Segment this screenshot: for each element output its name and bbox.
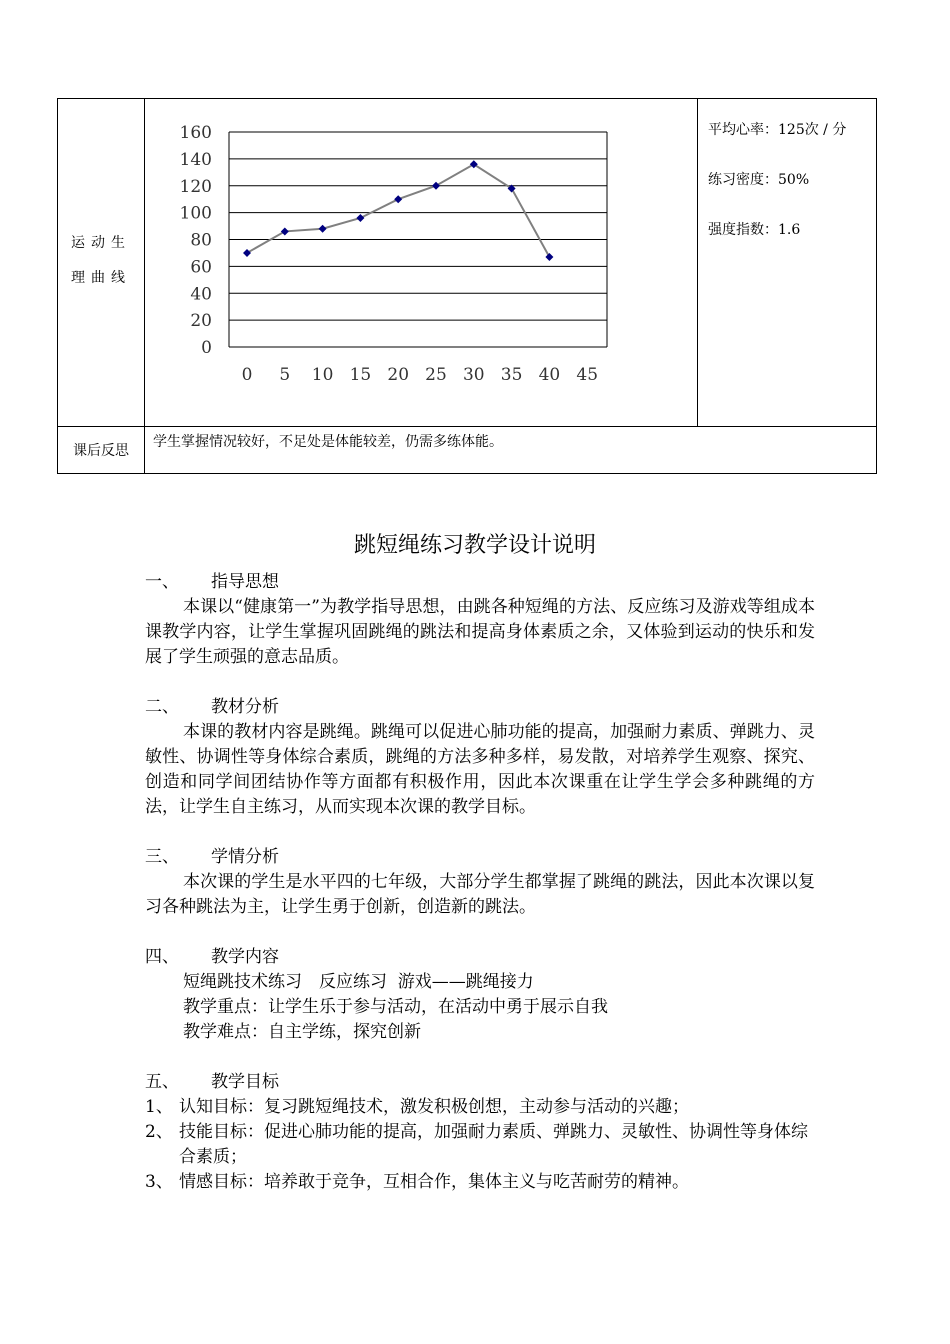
y-tick-label: 120	[179, 176, 212, 197]
heart-rate-chart	[145, 99, 697, 422]
list-text: 情感目标：培养敢于竞争，互相合作，集体主义与吃苦耐劳的精神。	[179, 1172, 689, 1192]
list-number: 2、	[145, 1122, 173, 1142]
x-tick-label: 15	[349, 365, 372, 385]
stats-cell	[698, 99, 877, 427]
list-number: 1、	[145, 1097, 173, 1117]
paragraph: 本课以“健康第一”为教学指导思想，由跳各种短绳的方法、反应练习及游戏等组成本课教学内容，让学生掌握巩固跳绳的跳法和提高身体素质之余，又体验到运动的快乐和发展了学生顽强的意志品质。	[145, 597, 815, 667]
list-number: 3、	[145, 1172, 173, 1192]
list-item	[145, 1095, 815, 1120]
practice-density: 练习密度：50%	[708, 172, 810, 188]
section-number: 一、	[145, 572, 179, 592]
design-document	[145, 528, 815, 1195]
content-line: 教学难点：自主学练，探究创新	[183, 1022, 421, 1042]
paragraph: 本次课的学生是水平四的七年级，大部分学生都掌握了跳绳的跳法，因此本次课以复习各种跳法为主，让学生勇于创新，创造新的跳法。	[145, 872, 815, 917]
section-heading	[145, 1070, 815, 1095]
data-point	[545, 253, 553, 261]
x-tick-label: 30	[462, 365, 485, 385]
content-line: 教学重点：让学生乐于参与活动，在活动中勇于展示自我	[183, 997, 608, 1017]
x-tick-label: 10	[311, 365, 334, 385]
y-tick-label: 40	[190, 284, 212, 305]
section-title: 教学目标	[211, 1072, 279, 1092]
list-text: 技能目标：促进心肺功能的提高，加强耐力素质、弹跳力、灵敏性、协调性等身体综合素质；	[179, 1122, 808, 1167]
data-point	[281, 227, 289, 235]
x-tick-label: 5	[279, 365, 291, 385]
series-line	[247, 164, 549, 257]
data-point	[394, 195, 402, 203]
document-title: 跳短绳练习教学设计说明	[353, 533, 596, 558]
y-tick-label: 160	[179, 123, 212, 143]
section-heading	[145, 845, 815, 870]
section-number: 四、	[145, 947, 179, 967]
list-item	[145, 1170, 815, 1195]
section-title: 学情分析	[211, 847, 279, 867]
list-text: 认知目标：复习跳短绳技术，激发积极创想，主动参与活动的兴趣；	[179, 1097, 689, 1117]
paragraph: 本课的教材内容是跳绳。跳绳可以促进心肺功能的提高，加强耐力素质、弹跳力、灵敏性、协调性等身体综合素质，跳绳的方法多种多样，易发散，对培养学生观察、探究、创造和同学间团结协作等方面都有积极作用，因此本次课重在让学生学会多种跳绳的方法，让学生自主练习，从而实现本次课的教学目标。	[145, 722, 815, 817]
y-tick-label: 100	[179, 203, 212, 224]
section-heading	[145, 695, 815, 720]
x-tick-label: 35	[500, 365, 523, 385]
intensity-index: 强度指数：1.6	[708, 222, 801, 238]
curve-label: 运动生理曲线	[71, 234, 131, 286]
x-tick-label: 25	[425, 365, 447, 385]
x-tick-label: 20	[387, 365, 410, 385]
y-tick-label: 140	[179, 149, 212, 170]
reflection-text: 学生掌握情况较好，不足处是体能较差，仍需多练体能。	[145, 427, 877, 474]
section-title: 指导思想	[211, 572, 279, 592]
x-tick-label: 45	[576, 365, 599, 385]
curve-label-cell	[58, 99, 145, 427]
y-tick-label: 20	[190, 311, 212, 332]
section-heading	[145, 570, 815, 595]
section-heading	[145, 945, 815, 970]
data-point	[319, 225, 327, 233]
x-tick-label: 0	[241, 365, 253, 385]
section-title: 教学内容	[211, 947, 279, 967]
content-line: 短绳跳技术练习 反应练习 游戏——跳绳接力	[183, 972, 534, 992]
lesson-info-table	[57, 98, 877, 474]
section-number: 五、	[145, 1072, 179, 1092]
data-point	[243, 249, 251, 257]
section-number: 三、	[145, 847, 179, 867]
reflection-label: 课后反思	[58, 427, 145, 474]
data-point	[356, 214, 364, 222]
chart-cell	[145, 99, 698, 427]
y-tick-label: 0	[201, 338, 212, 358]
x-tick-label: 40	[538, 365, 561, 385]
y-tick-label: 60	[190, 257, 212, 278]
section-title: 教材分析	[211, 697, 279, 717]
avg-heart-rate: 平均心率：125次 / 分	[708, 122, 847, 138]
y-tick-label: 80	[190, 230, 212, 251]
section-number: 二、	[145, 697, 179, 717]
list-item	[145, 1120, 815, 1170]
data-point	[432, 182, 440, 190]
